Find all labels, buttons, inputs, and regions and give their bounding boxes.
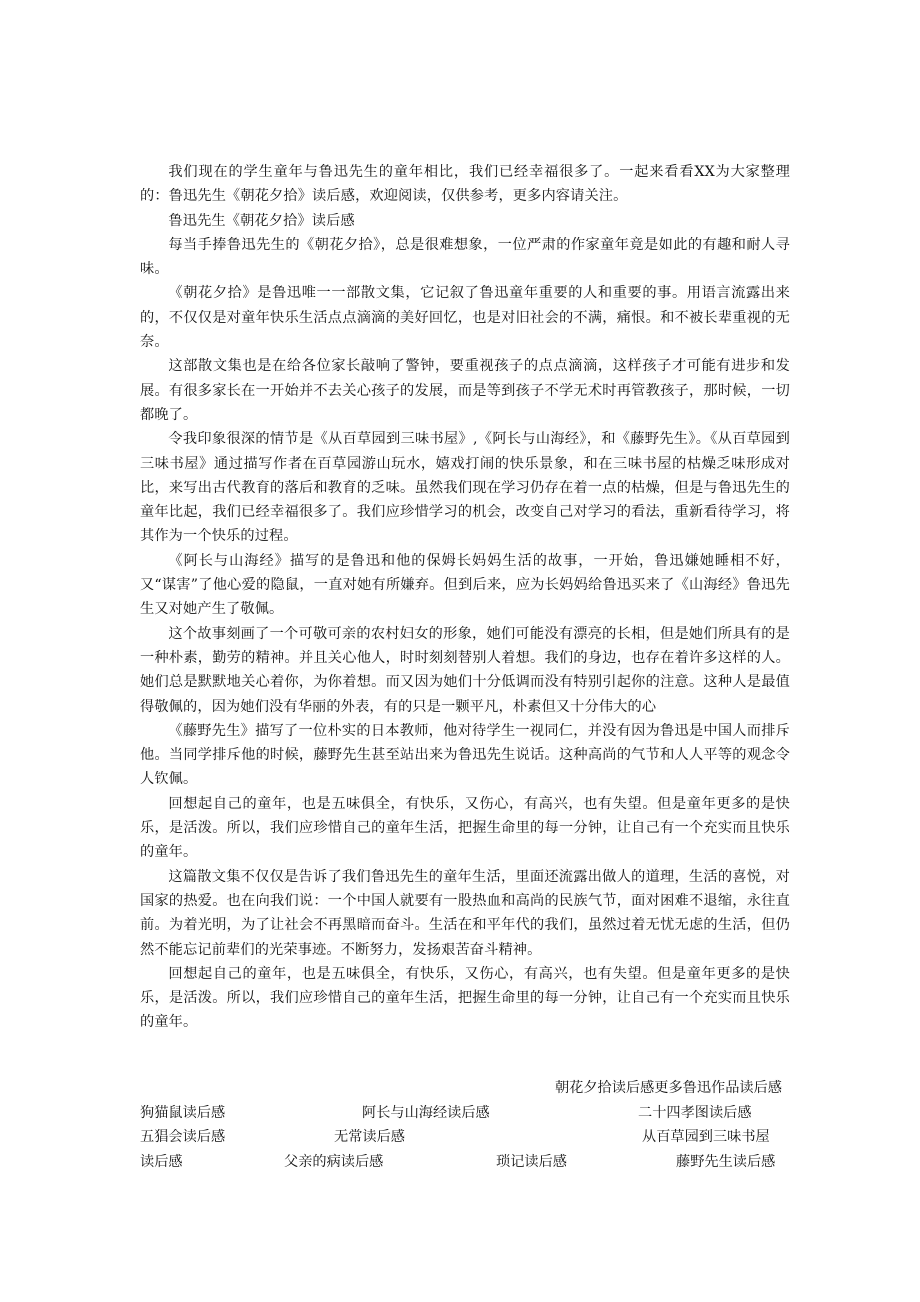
body-paragraph: 《阿长与山海经》描写的是鲁迅和他的保姆长妈妈生活的故事，一开始，鲁迅嫌她睡相不好，又“谋害”了他心爱的隐鼠，一直对她有所嫌弃。但到后来，应为长妈妈给鲁迅买来了《山海经》鲁迅先生又对她产生了敬佩。 [140, 552, 790, 618]
body-paragraph: 回想起自己的童年，也是五味俱全，有快乐，又伤心，有高兴，也有失望。但是童年更多的是快乐，是活泼。所以，我们应珍惜自己的童年生活，把握生命里的每一分钟，让自己有一个充实而且快乐的童年。 [140, 795, 790, 861]
related-link[interactable]: 从百草园到三味书屋 [642, 1129, 770, 1145]
body-paragraph: 这部散文集也是在给各位家长敲响了警钟，要重视孩子的点点滴滴，这样孩子才可能有进步和发展。有很多家长在一开始并不去关心孩子的发展，而是等到孩子不学无术时再管教孩子，那时候，一切都晚了。 [140, 358, 790, 423]
related-articles [140, 1076, 790, 1174]
related-link[interactable]: 琐记读后感 [496, 1153, 567, 1170]
related-link[interactable]: 读后感 [140, 1153, 183, 1170]
related-row [140, 1125, 790, 1150]
related-link[interactable]: 五猖会读后感 [140, 1129, 226, 1145]
body-paragraph: 《藤野先生》描写了一位朴实的日本教师，他对待学生一视同仁，并没有因为鲁迅是中国人而排斥他。当同学排斥他的时候，藤野先生甚至站出来为鲁迅先生说话。这种高尚的气节和人人平等的观念令人钦佩。 [140, 722, 790, 788]
body-paragraph: 这个故事刻画了一个可敬可亲的农村妇女的形象，她们可能没有漂亮的长相，但是她们所具有的是一种朴素，勤劳的精神。并且关心他人，时时刻刻替别人着想。我们的身边，也存在着许多这样的人。她们总是默默地关心着你，为你着想。而又因为她们十分低调而没有特别引起你的注意。这种人是最值得敬佩的，因为她们没有华丽的外表，有的只是一颗平凡，朴素但又十分伟大的心 [140, 625, 790, 715]
body-paragraph: 令我印象很深的情节是《从百草园到三味书屋》,《阿长与山海经》，和《藤野先生》。《从百草园到三味书屋》通过描写作者在百草园游山玩水，嬉戏打闹的快乐景象，和在三味书屋的枯燥乏味形成对比，来写出古代教育的落后和教育的乏味。虽然我们现在学习仍存在着一点的枯燥，但是与鲁迅先生的童年比起，我们已经幸福很多了。我们应珍惜学习的机会，改变自己对学习的看法，重新看待学习，将其作为一个快乐的过程。 [140, 431, 790, 545]
body-paragraph: 每当手捧鲁迅先生的《朝花夕拾》，总是很难想象，一位严肃的作家童年竟是如此的有趣和耐人寻味。 [140, 236, 790, 278]
body-paragraph: 回想起自己的童年，也是五味俱全，有快乐，又伤心，有高兴，也有失望。但是童年更多的是快乐，是活泼。所以，我们应珍惜自己的童年生活，把握生命里的每一分钟，让自己有一个充实而且快乐的童年。 [140, 965, 790, 1031]
related-link[interactable]: 藤野先生读后感 [676, 1153, 776, 1170]
related-row [140, 1101, 790, 1126]
related-link[interactable]: 狗猫鼠读后感 [140, 1104, 226, 1121]
article-title: 鲁迅先生《朝花夕拾》读后感 [168, 212, 355, 229]
related-row [140, 1150, 790, 1175]
intro-paragraph: 我们现在的学生童年与鲁迅先生的童年相比，我们已经幸福很多了。一起来看看XX为大家整理的：鲁迅先生《朝花夕拾》读后感，欢迎阅读，仅供参考，更多内容请关注。 [140, 164, 790, 205]
related-link[interactable]: 二十四孝图读后感 [638, 1104, 752, 1121]
body-paragraph: 这篇散文集不仅仅是告诉了我们鲁迅先生的童年生活，里面还流露出做人的道理，生活的喜悦，对国家的热爱。也在向我们说：一个中国人就要有一股热血和高尚的民族气节，面对困难不退缩，永往直前。为着光明，为了让社会不再黑暗而奋斗。生活在和平年代的我们，虽然过着无忧无虑的生活，但仍然不能忘记前辈们的光荣事迹。不断努力，发扬艰苦奋斗精神。 [140, 868, 790, 958]
related-link[interactable]: 阿长与山海经读后感 [362, 1104, 490, 1121]
related-heading: 朝花夕拾读后感更多鲁迅作品读后感 [554, 1080, 782, 1096]
body-paragraph: 《朝花夕拾》是鲁迅唯一一部散文集，它记叙了鲁迅童年重要的人和重要的事。用语言流露出来的，不仅仅是对童年快乐生活点点滴滴的美好回忆，也是对旧社会的不满，痛恨。和不被长辈重视的无奈。 [140, 285, 790, 351]
related-link[interactable]: 无常读后感 [334, 1129, 405, 1145]
related-link[interactable]: 父亲的病读后感 [284, 1153, 384, 1170]
document-body [140, 160, 790, 1035]
